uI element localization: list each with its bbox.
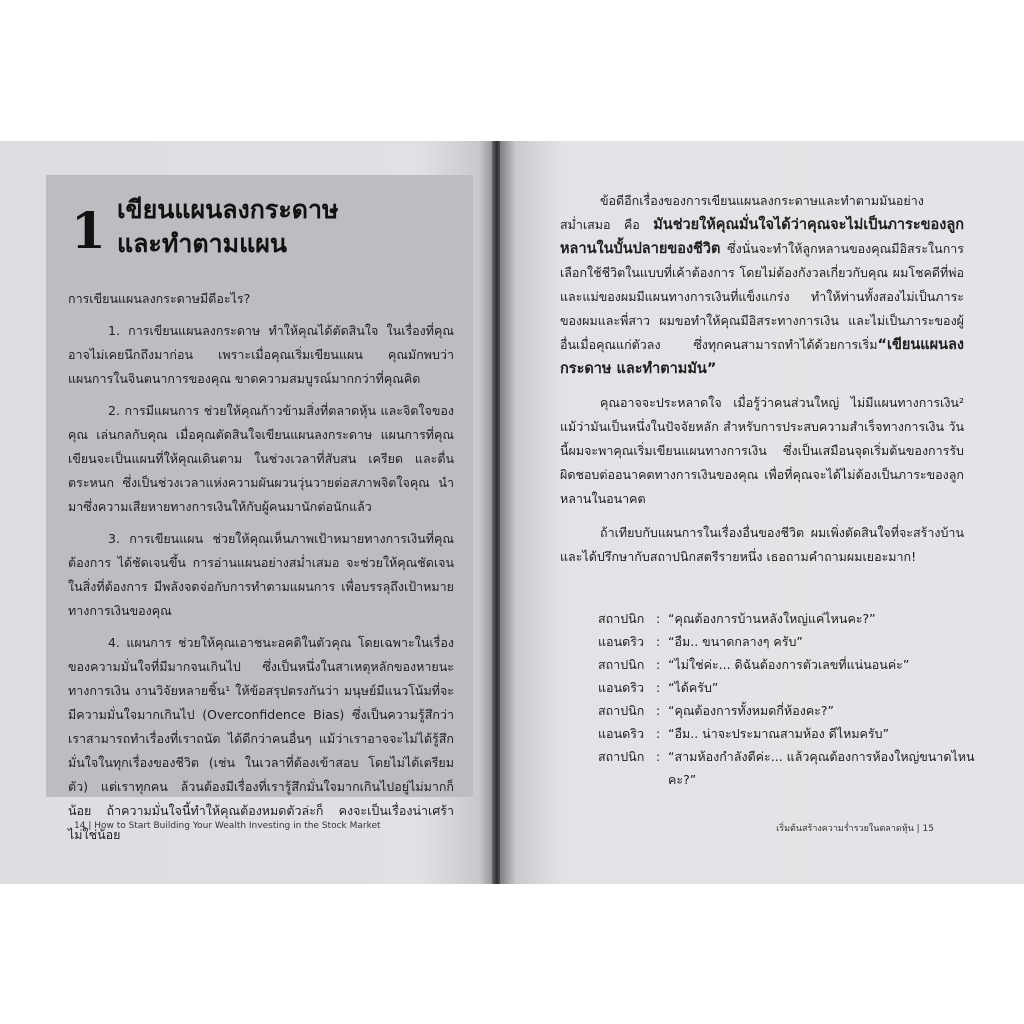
- dialog-colon: :: [656, 703, 661, 718]
- dialog-row: [598, 607, 978, 630]
- right-paragraph-2: คุณอาจจะประหลาดใจ เมื่อรู้ว่าคนส่วนใหญ่ ไม่มีแผนทางการเงิน² แม้ว่ามันเป็นหนึ่งในปัจจัยหลัก สำหรับการประสบความสำเร็จทางการเงิน วันนี้ผมจะพาคุณเริ่มเขียนแผนทางการเงิน ซึ่งเป็นเสมือนจุดเริ่มต้นของการรับผิดชอบต่ออนาคตทางการเงินของคุณ เพื่อที่คุณจะได้ไม่ต้องเป็นภาระของลูกหลานในอนาคต: [560, 395, 964, 506]
- left-body: [68, 287, 454, 855]
- dialog-colon: :: [656, 657, 661, 672]
- dialog-speaker: สถาปนิก: [598, 703, 645, 718]
- dialog-speaker: แอนดริว: [598, 680, 644, 695]
- dialog-row: [598, 745, 978, 791]
- dialog-line: “อืม.. น่าจะประมาณสามห้อง ดีไหมครับ”: [668, 726, 890, 741]
- point-2: 2. การมีแผนการ ช่วยให้คุณก้าวข้ามสิ่งที่ตลาดหุ้น และจิตใจของคุณ เล่นกลกับคุณ เมื่อคุณตัดสินใจเขียนแผนลงกระดาษ แผนการที่คุณเขียนจะเป็นแผนที่ให้คุณเดินตาม ในช่วงเวลาที่สับสน เครียด และตื่นตระหนก ซึ่งเป็นช่วงเวลาแห่งความผันผวนวุ่นวายต่อสภาพจิตใจคุณ นำมาซึ่งความเสียหายทางการเงินให้กับผู้คนมานักต่อนักแล้ว: [68, 403, 454, 514]
- dialog-colon: :: [656, 611, 661, 626]
- dialog-row: [598, 630, 978, 653]
- dialog-row: [598, 699, 978, 722]
- dialog-speaker: สถาปนิก: [598, 657, 645, 672]
- dialog-line: “อืม.. ขนาดกลางๆ ครับ”: [668, 634, 803, 649]
- right-footer: เริ่มต้นสร้างความร่ำรวยในตลาดหุ้น | 15: [776, 824, 934, 834]
- dialog-line: “ได้ครับ”: [668, 680, 719, 695]
- left-footer: 14 | How to Start Building Your Wealth Investing in the Stock Market: [74, 821, 381, 831]
- chapter-number: 1: [71, 201, 106, 260]
- right-paragraph-3: ถ้าเทียบกับแผนการในเรื่องอื่นของชีวิต ผมเพิ่งตัดสินใจที่จะสร้างบ้าน และได้ปรึกษากับสถาปนิกสตรีรายหนึ่ง เธอถามคำถามผมเยอะมาก!: [560, 525, 964, 564]
- dialog-speaker: แอนดริว: [598, 634, 644, 649]
- dialog-colon: :: [656, 634, 661, 649]
- point-3: 3. การเขียนแผน ช่วยให้คุณเห็นภาพเป้าหมายทางการเงินที่คุณต้องการ ได้ชัดเจนขึ้น การอ่านแผนอย่างสม่ำเสมอ จะช่วยให้คุณชัดเจนในสิ่งที่ต้องการ มีพลังจดจ่อกับการทำตามแผนการ เพื่อบรรลุถึงเป้าหมายทางการเงินของคุณ: [68, 531, 454, 618]
- right-paragraph-1: [560, 189, 964, 381]
- point-4: 4. แผนการ ช่วยให้คุณเอาชนะอคติในตัวคุณ โดยเฉพาะในเรื่องของความมั่นใจที่มีมากจนเกินไป ซึ่งเป็นหนึ่งในสาเหตุหลักของหายนะทางการเงิน งานวิจัยหลายชิ้น¹ ให้ข้อสรุปตรงกันว่า มนุษย์มีแนวโน้มที่จะมีความมั่นใจมากเกินไป (Overconfidence Bias) ซึ่งเป็นความรู้สึกว่าเราสามารถทำเรื่องที่เราถนัด ได้ดีกว่าคนอื่นๆ แม้ว่าเราอาจจะไม่ได้รู้สึกมั่นใจในทุกเรื่องของชีวิต (เช่น ในเวลาที่ต้องเข้าสอบ โดยไม่ได้เตรียมตัว) แต่เราทุกคน ล้วนต้องมีเรื่องที่เรารู้สึกมั่นใจมากเกินไปอยู่ไม่มากก็น้อย ถ้าความมั่นใจนี้ทำให้คุณต้องหมดตัวล่ะก็ คงจะเป็นเรื่องน่าเศร้าไม่ใช่น้อย: [68, 635, 454, 842]
- dialog-colon: :: [656, 749, 661, 764]
- para1-end-bold: “เขียนแผนลงกระดาษ และทำตามมัน”: [560, 337, 964, 377]
- dialog-line: “คุณต้องการบ้านหลังใหญ่แค่ไหนคะ?”: [668, 611, 876, 626]
- chapter-title-line1: เขียนแผนลงกระดาษ: [117, 195, 339, 224]
- dialog-colon: :: [656, 680, 661, 695]
- dialog-speaker: สถาปนิก: [598, 749, 645, 764]
- left-page: [0, 141, 494, 884]
- right-body: [560, 189, 964, 579]
- dialog-speaker: สถาปนิก: [598, 611, 645, 626]
- dialog-line: “ไม่ใช่ค่ะ... ดิฉันต้องการตัวเลขที่แน่นอนค่ะ”: [668, 657, 910, 672]
- dialog-line: “สามห้องกำลังดีค่ะ... แล้วคุณต้องการห้องใหญ่ขนาดไหนคะ?”: [668, 749, 975, 787]
- point-1: 1. การเขียนแผนลงกระดาษ ทำให้คุณได้ตัดสินใจ ในเรื่องที่คุณอาจไม่เคยนึกถึงมาก่อน เพราะเมื่อคุณเริ่มเขียนแผน คุณมักพบว่าแผนการในจินตนาการของคุณ ขาดความสมบูรณ์มากกว่าที่คุณคิด: [68, 323, 454, 386]
- dialog-row: [598, 653, 978, 676]
- book-spread: [0, 141, 1024, 884]
- dialog-colon: :: [656, 726, 661, 741]
- dialog-block: [598, 607, 978, 791]
- dialog-speaker: แอนดริว: [598, 726, 644, 741]
- para1-bold: มันช่วยให้คุณมั่นใจได้ว่าคุณจะไม่เป็นภาระของลูกหลานในบั้นปลายของชีวิต: [560, 217, 964, 257]
- chapter-title-line2: และทำตามแผน: [117, 229, 287, 258]
- dialog-line: “คุณต้องการทั้งหมดกี่ห้องคะ?”: [668, 703, 835, 718]
- para1-rest: ซึ่งนั่นจะทำให้ลูกหลานของคุณมีอิสระในการเลือกใช้ชีวิตในแบบที่เค้าต้องการ โดยไม่ต้องกังวลเกี่ยวกับคุณ ผมโชคดีที่พ่อและแม่ของผมมีแผนทางการเงินที่แข็งแกร่ง ทำให้ท่านทั้งสองไม่เป็นภาระของผมและพี่สาว ผมขอทำให้คุณมีอิสระทางการเงิน และไม่เป็นภาระของผู้อื่นเมื่อคุณแก่ตัวลง ซึ่งทุกคนสามารถทำได้ด้วยการเริ่ม: [560, 241, 964, 352]
- chapter-title: [117, 193, 457, 261]
- dialog-row: [598, 722, 978, 745]
- section-question: การเขียนแผนลงกระดาษมีดีอะไร?: [68, 291, 251, 306]
- para1-start: ข้อดีอีกเรื่องของการเขียนแผนลงกระดาษและทำตามมันอย่างสม่ำเสมอ คือ: [560, 193, 924, 232]
- dialog-row: [598, 676, 978, 699]
